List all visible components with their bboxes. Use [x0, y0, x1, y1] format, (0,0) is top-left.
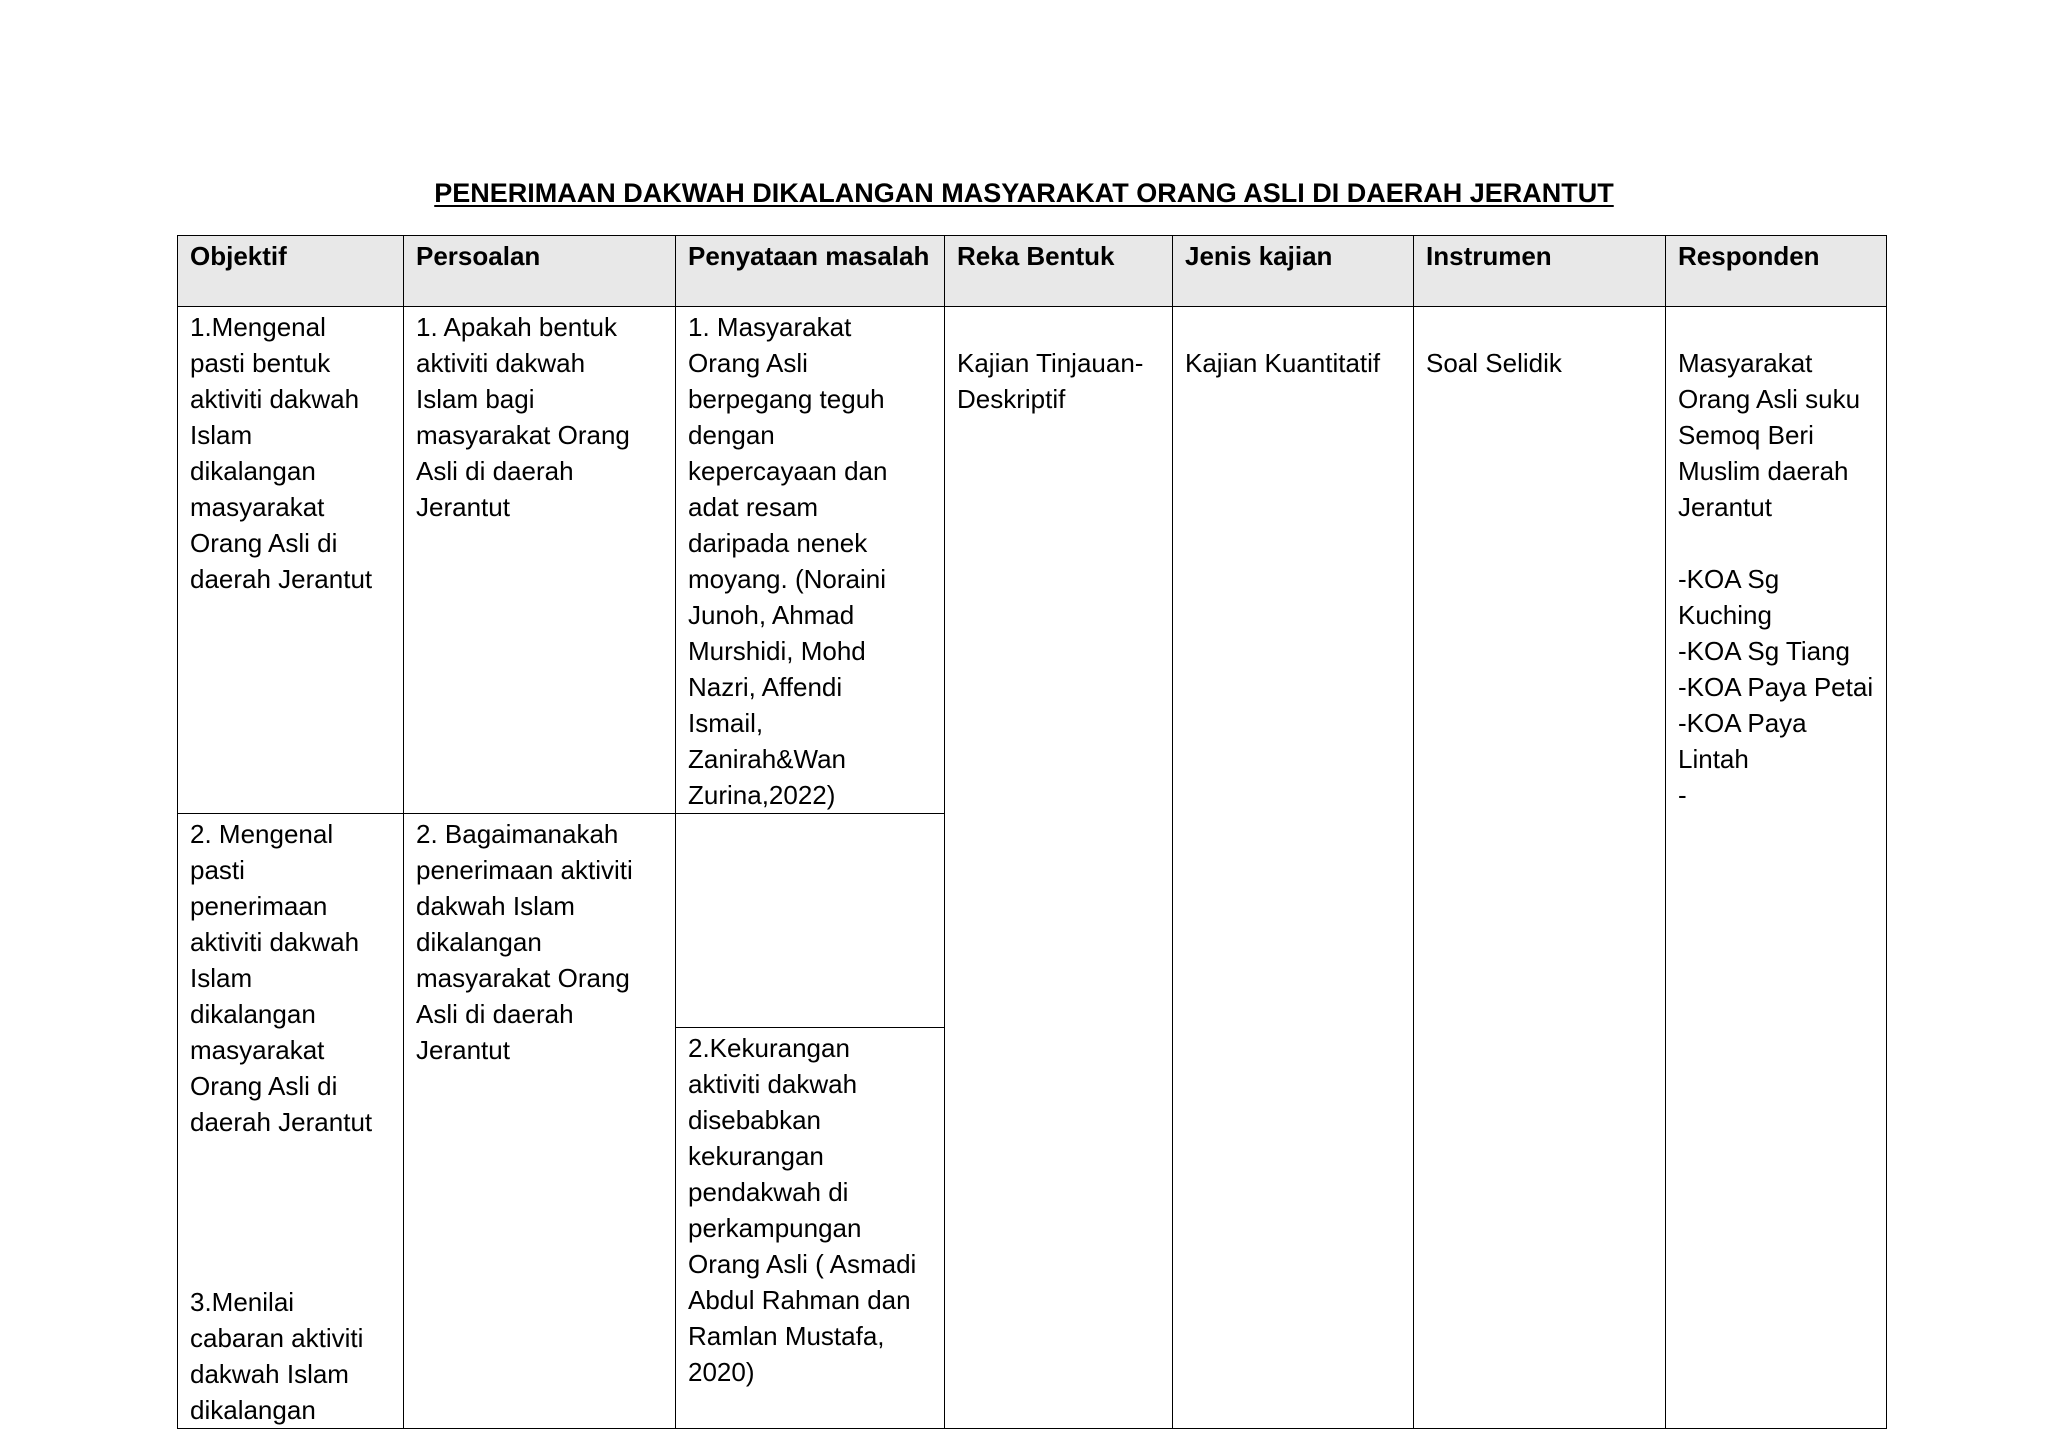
header-penyataan-masalah: Penyataan masalah: [676, 236, 945, 307]
penyataan-masalah-cell-1: [676, 307, 945, 814]
objektif-cell-1: [178, 307, 404, 814]
header-instrumen: Instrumen: [1414, 236, 1666, 307]
reka-bentuk-text: Kajian Tinjauan- Deskriptif: [957, 348, 1144, 414]
penyataan-masalah-cell-2: [676, 1028, 945, 1429]
penyataan-masalah-2-text: 2.Kekurangan aktiviti dakwah disebabkan kekurangan pendakwah di perkampungan Orang Asli ( Asmadi Abdul Rahman dan Ramlan Mustafa, 2020): [688, 1033, 917, 1388]
instrumen-cell: [1414, 307, 1666, 1429]
persoalan-1-text: 1. Apakah bentuk aktiviti dakwah Islam bagi masyarakat Orang Asli di daerah Jerantut: [416, 312, 630, 522]
objektif-3-text: 3.Menilai cabaran aktiviti dakwah Islam dikalangan: [190, 1287, 364, 1425]
penyataan-masalah-cell-1-cont: [676, 814, 945, 1028]
objektif-cell-2: [178, 814, 404, 1429]
objektif-2-text: 2. Mengenal pasti penerimaan aktiviti dakwah Islam dikalangan masyarakat Orang Asli di daerah Jerantut: [190, 819, 373, 1137]
table-row: [178, 307, 1887, 814]
persoalan-cell-2: [404, 814, 676, 1429]
research-table: [177, 235, 1887, 1429]
responden-intro: Masyarakat Orang Asli suku Semoq Beri Muslim daerah Jerantut: [1678, 348, 1861, 522]
responden-cell: [1666, 307, 1887, 1429]
jenis-kajian-cell: [1173, 307, 1414, 1429]
header-objektif: Objektif: [178, 236, 404, 307]
header-responden: Responden: [1666, 236, 1887, 307]
jenis-kajian-text: Kajian Kuantitatif: [1185, 348, 1381, 378]
header-reka-bentuk: Reka Bentuk: [945, 236, 1173, 307]
persoalan-cell-1: [404, 307, 676, 814]
persoalan-2-text: 2. Bagaimanakah penerimaan aktiviti dakwah Islam dikalangan masyarakat Orang Asli di daerah Jerantut: [416, 819, 633, 1065]
instrumen-text: Soal Selidik: [1426, 348, 1562, 378]
header-row: [178, 236, 1887, 307]
reka-bentuk-cell: [945, 307, 1173, 1429]
responden-list: -KOA Sg Kuching -KOA Sg Tiang -KOA Paya Petai -KOA Paya Lintah -: [1678, 564, 1874, 810]
penyataan-masalah-1-text: 1. Masyarakat Orang Asli berpegang teguh dengan kepercayaan dan adat resam daripada nenek moyang. (Noraini Junoh, Ahmad Murshidi, Mohd Nazri, Affendi Ismail, Zanirah&Wan Zurina,2022): [688, 312, 888, 810]
header-persoalan: Persoalan: [404, 236, 676, 307]
header-jenis-kajian: Jenis kajian: [1173, 236, 1414, 307]
objektif-1-text: 1.Mengenal pasti bentuk aktiviti dakwah Islam dikalangan masyarakat Orang Asli di daerah Jerantut: [190, 312, 373, 594]
document-title: PENERIMAAN DAKWAH DIKALANGAN MASYARAKAT ORANG ASLI DI DAERAH JERANTUT: [434, 178, 1614, 208]
